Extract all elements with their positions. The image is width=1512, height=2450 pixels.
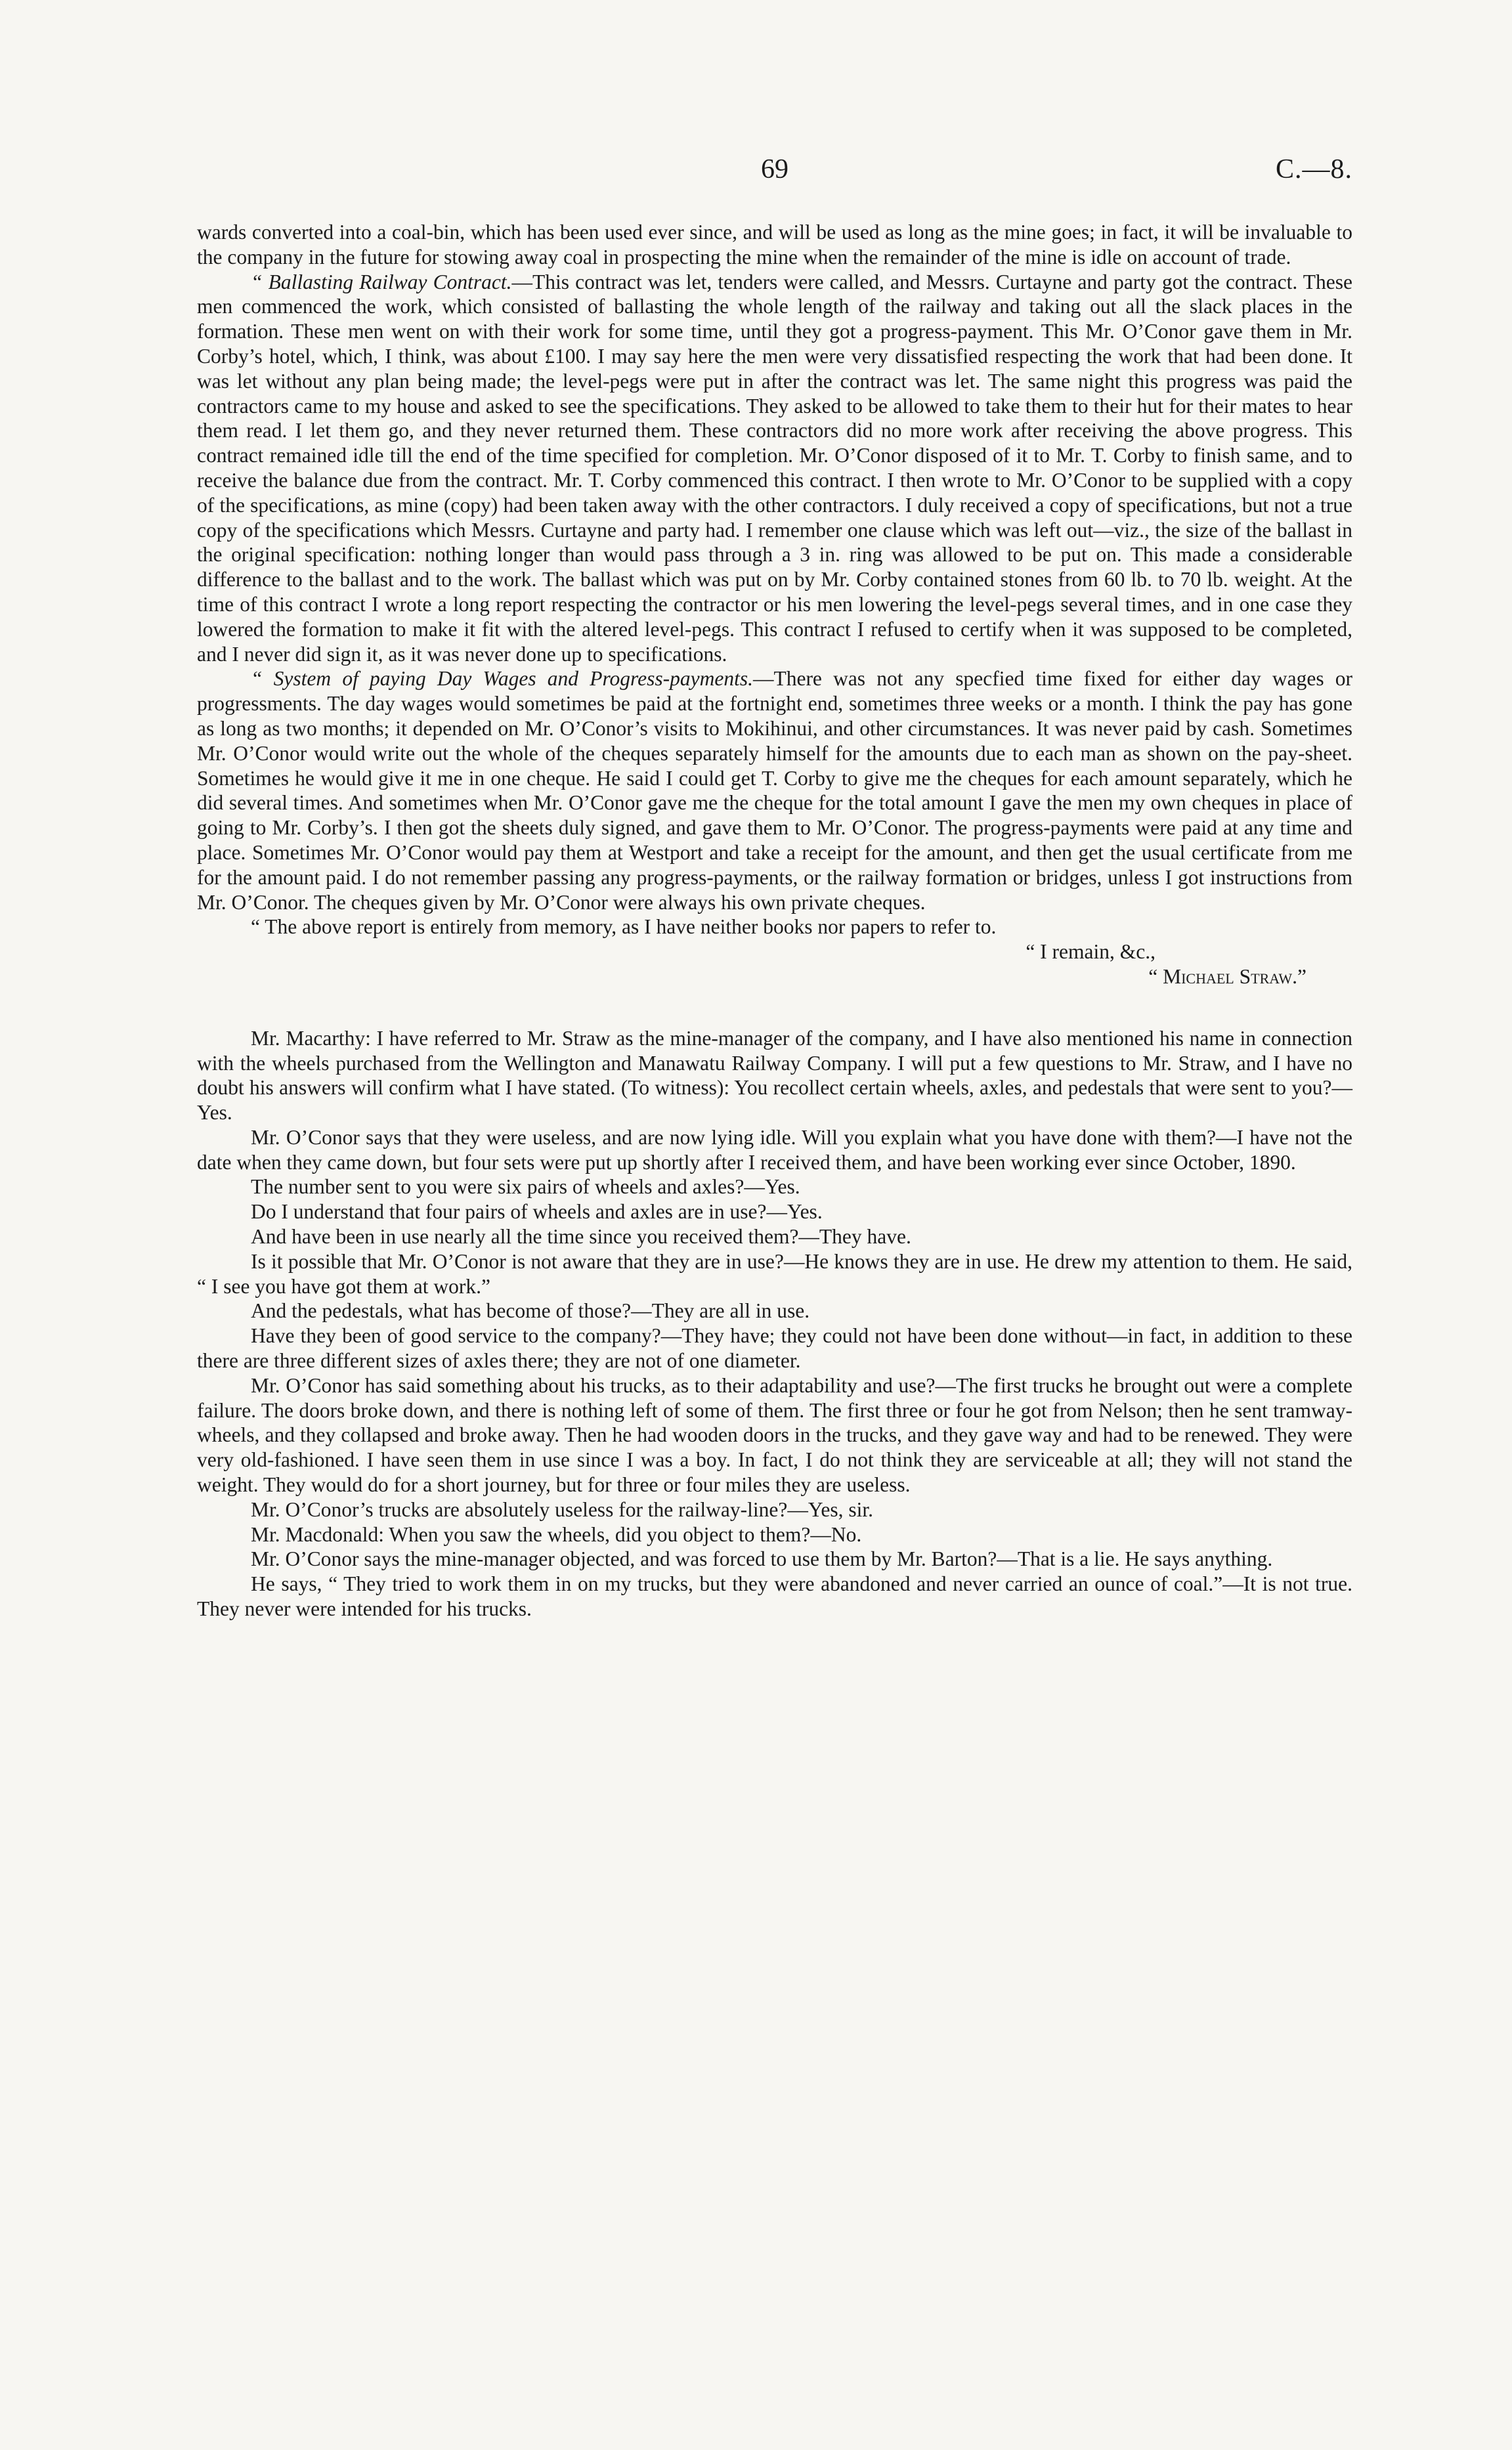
testimony-paragraph: Mr. O’Conor says the mine-manager objected, and was forced to use them by Mr. Barton?—That is a lie. He says anything. <box>251 1547 1273 1571</box>
paragraph-text: —This contract was let, tenders were called, and Messrs. Curtayne and party got the contract. These men commenced the work, which consisted of ballasting the whole length of the railway and taking out all the slack places in the formation. These men went on with their work for some time, until they got a progress-payment. This Mr. O’Conor gave them in Mr. Corby’s hotel, which, I think, was about £100. I may say here the men were very dissatisfied respecting the work that had been done. It was let without any plan being made; the level-pegs were put in after the contract was let. The same night this progress was paid the contractors came to my house and asked to see the specifications. They asked to be allowed to take them to their hut for their mates to hear them read. I let them go, and they never returned them. These contractors did no more work after receiving the above progress. This contract remained idle till the end of the time specified for completion. Mr. O’Conor disposed of it to Mr. T. Corby to finish same, and to receive the balance due from the contract. Mr. T. Corby commenced this contract. I then wrote to Mr. O’Conor to be supplied with a copy of the specifications, as mine (copy) had been taken away with the other contractors. I duly received a copy of specifications, but not a true copy of the specifications which Messrs. Curtayne and party had. I remember one clause which was left out—viz., the size of the ballast in the original specification: nothing longer than would pass through a 3 in. ring was allowed to be put on. This made a considerable difference to the ballast and to the work. The ballast which was put on by Mr. Corby contained stones from 60 lb. to 70 lb. weight. At the time of this contract I wrote a long report respecting the contractor or his men lowering the level-pegs several times, and in one case they lowered the formation to make it fit with the altered level-pegs. This contract I refused to certify when it was supposed to be completed, and I never did sign it, as it was never done up to specifications. <box>197 270 1353 666</box>
page-number: 69 <box>761 154 788 184</box>
letter-paragraph-wages <box>197 666 1352 914</box>
testimony-paragraph: And the pedestals, what has become of those?—They are all in use. <box>251 1299 810 1323</box>
testimony-paragraph: Mr. Macarthy: I have referred to Mr. Straw as the mine-manager of the company, and I have also mentioned his name in connection with the wheels purchased from the Wellington and Manawatu Railway Company. I will put a few questions to Mr. Straw, and I have no doubt his answers will confirm what I have stated. (To witness): You recollect certain wheels, axles, and pedestals that were sent to you?—Yes. <box>197 1026 1352 1125</box>
testimony-paragraph: Mr. Macdonald: When you saw the wheels, did you object to them?—No. <box>251 1522 862 1546</box>
document-code: C.—8. <box>1275 154 1352 184</box>
testimony-paragraph: Mr. O’Conor’s trucks are absolutely useless for the railway-line?—Yes, sir. <box>251 1497 874 1521</box>
letter-paragraph: wards converted into a coal-bin, which has been used ever since, and will be used as long as the mine goes; in fact, it will be invaluable to the company in the future for stowing away coal in prospecting the mine when the remainder of the mine is idle on account of trade. <box>197 221 1352 269</box>
testimony-paragraph: Mr. O’Conor says that they were useless, and are now lying idle. Will you explain what you have done with them?—I have not the date when they came down, but four sets were put up shortly after I received them, and have been working ever since October, 1890. <box>197 1125 1352 1174</box>
testimony-paragraph: Do I understand that four pairs of wheels and axles are in use?—Yes. <box>251 1200 823 1224</box>
paragraph-text: —There was not any specfied time fixed for either day wages or progressments. The day wages would sometimes be paid at the fortnight end, sometimes three weeks or a month. I think the pay has gone as long as two months; it depended on Mr. O’Conor’s visits to Mokihinui, and other circumstances. It was never paid by cash. Sometimes Mr. O’Conor would write out the whole of the cheques separately himself for the amounts due to each man as shown on the pay-sheet. Sometimes he would give it me in one cheque. He said I could get T. Corby to give me the cheques for each amount separately, which he did several times. And sometimes when Mr. O’Conor gave me the cheque for the total amount I gave the men my own cheques in place of going to Mr. Corby’s. I then got the sheets duly signed, and gave them to Mr. O’Conor. The progress-payments were paid at any time and place. Sometimes Mr. O’Conor would pay them at Westport and take a receipt for the amount, and then get the usual certificate from me for the amount paid. I do not remember passing any progress-payments, or the railway formation or bridges, unless I got instructions from Mr. O’Conor. The cheques given by Mr. O’Conor were always his own private cheques. <box>197 667 1352 914</box>
testimony-paragraph: Have they been of good service to the company?—They have; they could not have been done without—in fact, in addition to these there are three different sizes of axles there; they are not of one diameter. <box>197 1324 1352 1373</box>
page-header <box>197 150 1352 189</box>
section-heading: “ System of paying Day Wages and Progress-payments. <box>251 667 753 691</box>
testimony-paragraph: He says, “ They tried to work them in on my trucks, but they were abandoned and never carried an ounce of coal.”—It is not true. They never were intended for his trucks. <box>197 1572 1352 1621</box>
letter-closing: “ I remain, &c., <box>1026 940 1156 964</box>
testimony-paragraph: Mr. O’Conor has said something about his trucks, as to their adaptability and use?—The first trucks he brought out were a complete failure. The doors broke down, and there is nothing left of some of them. The first three or four he got from Nelson; then he sent tramway-wheels, and they collapsed and broke away. Then he had wooden doors in the trucks, and they gave way and had to be renewed. They were very old-fashioned. I have seen them in use since I was a boy. In fact, I do not think they are serviceable at all; they will not stand the weight. They would do for a short journey, but for three or four miles they are useless. <box>197 1373 1352 1497</box>
testimony-paragraph: Is it possible that Mr. O’Conor is not aware that they are in use?—He knows they are in use. He drew my attention to them. He said, “ I see you have got them at work.” <box>197 1249 1352 1298</box>
letter-paragraph-ballasting <box>197 270 1352 667</box>
testimony-paragraph: And have been in use nearly all the time since you received them?—They have. <box>251 1225 911 1249</box>
letter-paragraph: “ The above report is entirely from memory, as I have neither books nor papers to refer to. <box>251 915 997 939</box>
page-body <box>197 220 1352 1622</box>
letter-signature: “ Michael Straw.” <box>1148 964 1307 988</box>
testimony-paragraph: The number sent to you were six pairs of wheels and axles?—Yes. <box>251 1175 800 1199</box>
section-heading: “ Ballasting Railway Contract. <box>251 270 512 293</box>
section-gap <box>197 989 1352 1026</box>
